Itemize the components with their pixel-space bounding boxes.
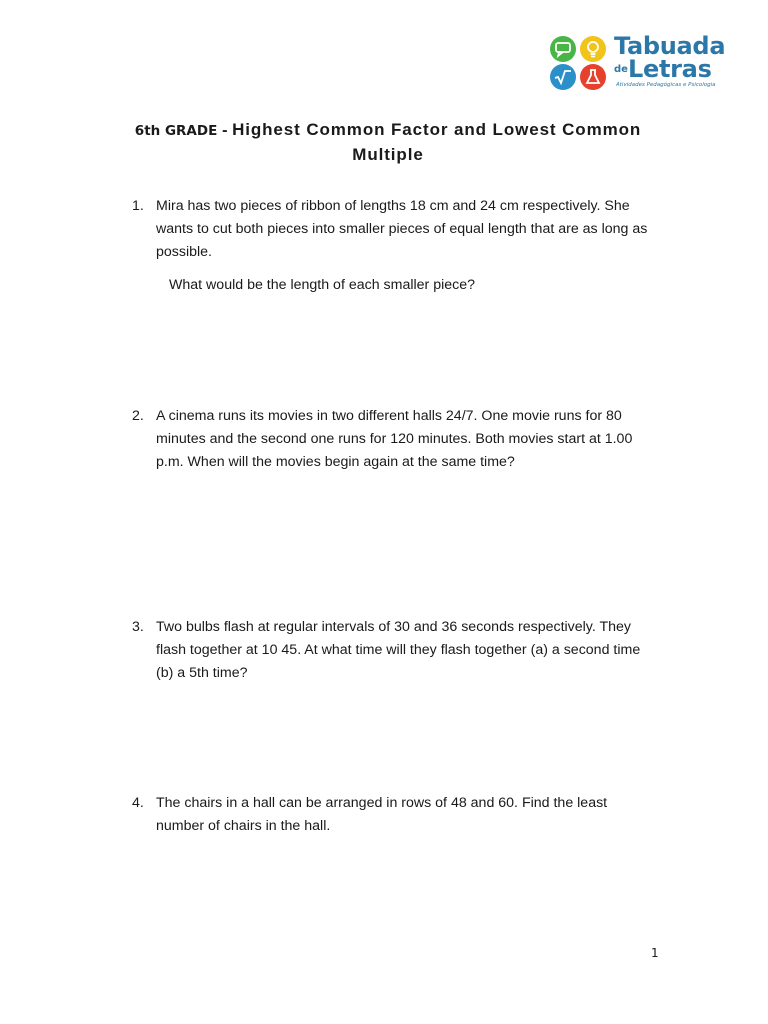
logo-brand-de: de [614,64,628,75]
question-1 [132,195,652,297]
title-grade: 6th GRADE - [134,123,228,139]
question-text: A cinema runs its movies in two different halls 24/7. One movie runs for 80 minutes and the second one runs for 120 minutes. Both movies start at 1.00 p.m. When will the movies begin again at the same time? [156,408,633,470]
question-2 [132,405,652,474]
worksheet-title [100,118,676,167]
question-text: Two bulbs flash at regular intervals of 30 and 36 seconds respectively. They flash together at 10 45. At what time will they flash together (a) a second time (b) a 5th time? [156,619,641,681]
title-main: Highest Common Factor and Lowest Common Multiple [232,120,642,164]
logo-icon-cluster [548,34,610,90]
question-number: 4. [132,795,144,811]
speech-bubble-icon [550,36,576,62]
flask-icon [580,64,606,90]
question-subquestion: What would be the length of each smaller piece? [169,277,476,293]
question-text: Mira has two pieces of ribbon of lengths 18 cm and 24 cm respectively. She wants to cut both pieces into smaller pieces of equal length that are as long as possible. [156,198,648,260]
tabuada-de-letras-logo [548,34,728,92]
question-text: The chairs in a hall can be arranged in rows of 48 and 60. Find the least number of chairs in the hall. [156,795,608,834]
page-number: 1 [651,946,659,960]
question-4 [132,792,652,838]
square-root-icon [550,64,576,90]
logo-brand-line1: Tabuada [614,32,726,60]
question-number: 2. [132,408,144,424]
logo-tagline: Atividades Pedagógicas e Psicologia [616,82,716,88]
question-number: 3. [132,619,144,635]
lightbulb-icon [580,36,606,62]
question-3 [132,616,652,685]
logo-wordmark [614,34,730,92]
logo-brand-line2: Letras [628,55,712,83]
question-number: 1. [132,198,144,214]
